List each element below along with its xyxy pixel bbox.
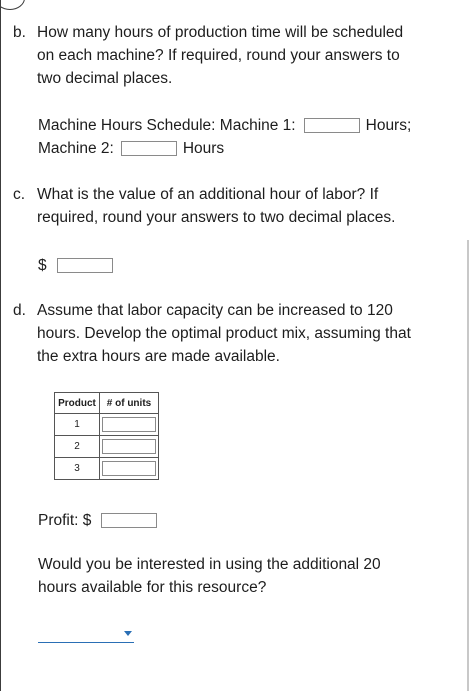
machine-1-row bbox=[38, 114, 411, 137]
section-b-letter: b. bbox=[13, 24, 26, 41]
section-b-line-2: on each machine? If required, round your answers to bbox=[37, 47, 400, 64]
section-d-line-2: hours. Develop the optimal product mix, assuming that bbox=[37, 325, 411, 342]
product-column-header: Product bbox=[55, 393, 100, 414]
machine-2-hours-input[interactable] bbox=[121, 141, 177, 156]
product-3-units-input[interactable] bbox=[102, 461, 156, 476]
product-cell: 3 bbox=[55, 458, 100, 480]
labor-value-row bbox=[38, 254, 113, 277]
table-row bbox=[55, 436, 159, 458]
section-c-line-2: required, round your answers to two decimal places. bbox=[37, 209, 396, 226]
units-column-header: # of units bbox=[100, 393, 159, 414]
product-mix-table bbox=[54, 392, 159, 480]
additional-hours-line-2: hours available for this resource? bbox=[38, 579, 267, 596]
section-d-question bbox=[37, 299, 464, 368]
machine-1-unit: Hours; bbox=[365, 117, 412, 134]
machine-schedule-label: Machine Hours Schedule: Machine 1: bbox=[38, 117, 296, 134]
chevron-down-icon bbox=[124, 631, 132, 636]
additional-hours-dropdown[interactable] bbox=[38, 627, 134, 643]
table-row bbox=[55, 458, 159, 480]
machine-1-hours-input[interactable] bbox=[304, 118, 360, 133]
section-b-question bbox=[37, 21, 464, 90]
section-c-letter: c. bbox=[13, 186, 26, 203]
units-cell bbox=[100, 414, 159, 436]
product-2-units-input[interactable] bbox=[102, 439, 156, 454]
units-cell bbox=[100, 458, 159, 480]
additional-hours-question bbox=[38, 553, 464, 599]
profit-row bbox=[38, 509, 157, 532]
section-c-line-1: What is the value of an additional hour of labor? If bbox=[37, 186, 379, 203]
labor-value-currency: $ bbox=[38, 257, 47, 274]
product-cell: 2 bbox=[55, 436, 100, 458]
product-1-units-input[interactable] bbox=[102, 417, 156, 432]
section-d-letter: d. bbox=[13, 302, 26, 319]
scrollbar-track[interactable] bbox=[467, 240, 469, 691]
profit-input[interactable] bbox=[101, 513, 157, 528]
units-cell bbox=[100, 436, 159, 458]
product-cell: 1 bbox=[55, 414, 100, 436]
labor-value-input[interactable] bbox=[57, 258, 113, 273]
machine-2-label: Machine 2: bbox=[38, 140, 114, 157]
section-b-line-1: How many hours of production time will be scheduled bbox=[37, 24, 404, 41]
table-header-row bbox=[55, 393, 159, 414]
corner-decoration bbox=[0, 0, 25, 10]
additional-hours-line-1: Would you be interested in using the additional 20 bbox=[38, 556, 381, 573]
machine-2-unit: Hours bbox=[182, 140, 225, 157]
table-row bbox=[55, 414, 159, 436]
machine-2-row bbox=[38, 137, 224, 160]
profit-label: Profit: $ bbox=[38, 512, 92, 529]
section-b-line-3: two decimal places. bbox=[37, 70, 173, 87]
section-d-line-1: Assume that labor capacity can be increased to 120 bbox=[37, 302, 393, 319]
section-d-line-3: the extra hours are made available. bbox=[37, 348, 280, 365]
section-c-question bbox=[37, 183, 464, 229]
